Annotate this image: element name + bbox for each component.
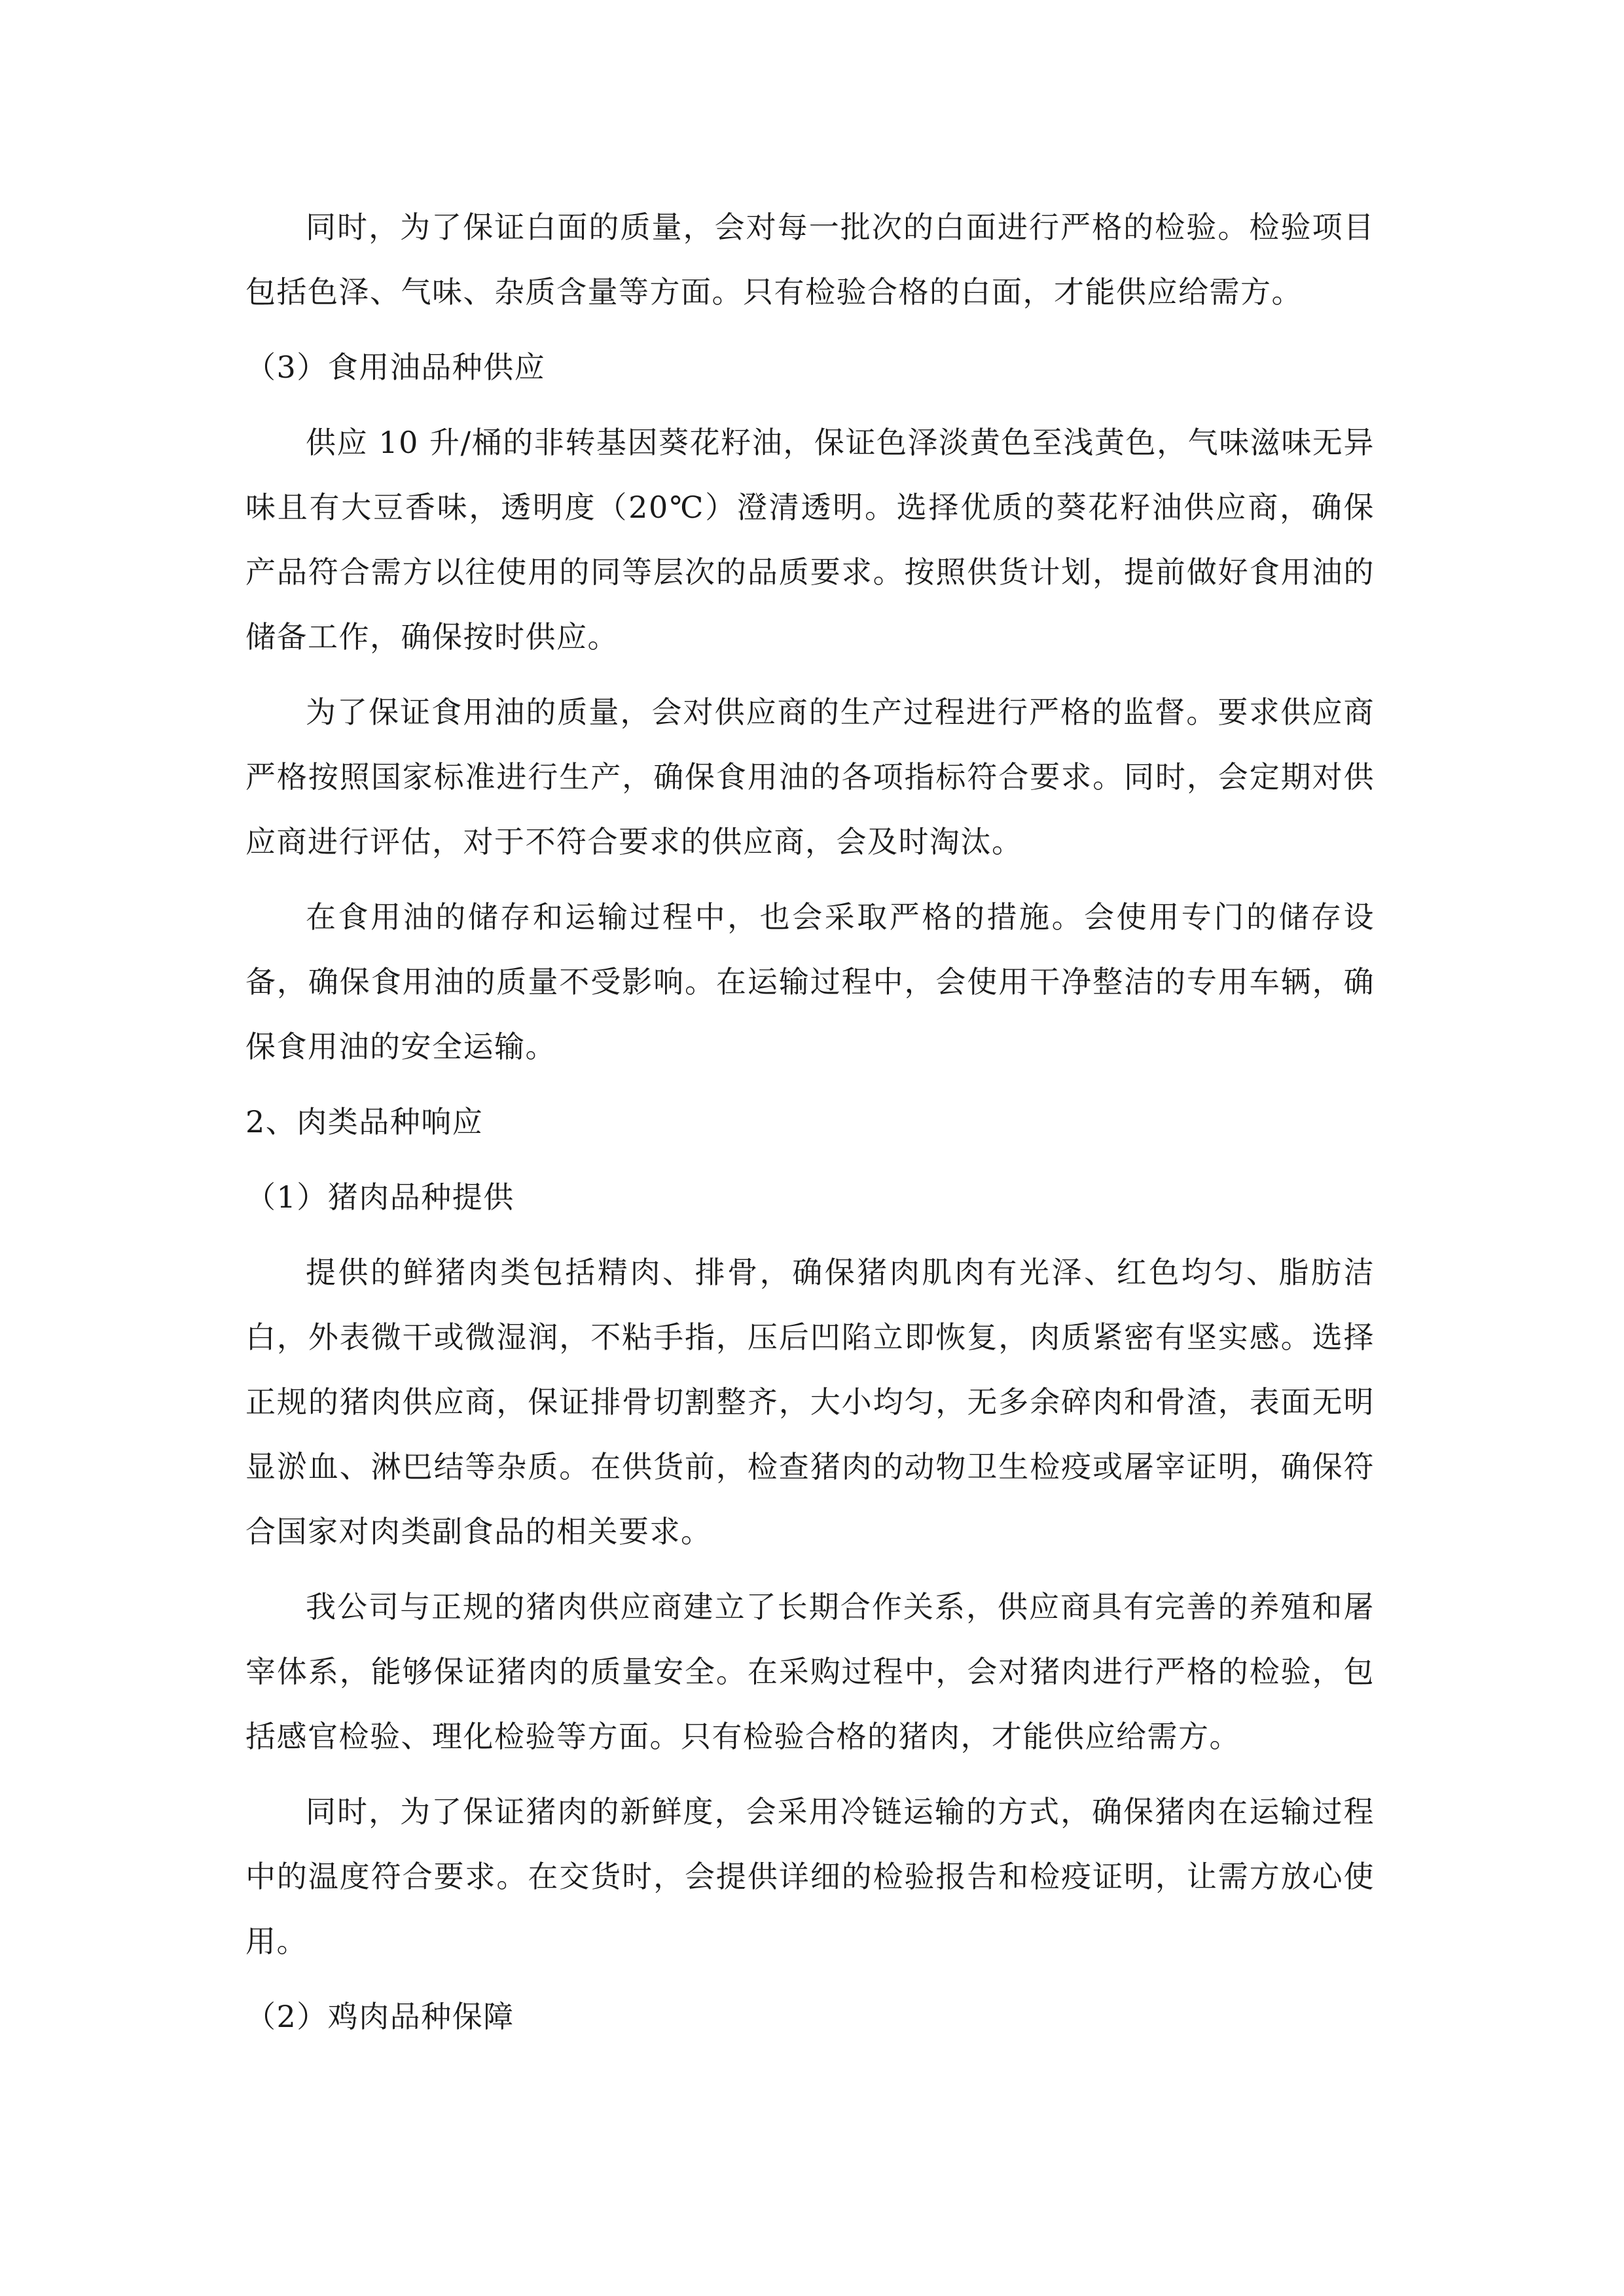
document-body bbox=[245, 195, 1375, 2060]
paragraph-sunflower-oil: 供应 10 升/桶的非转基因葵花籽油，保证色泽淡黄色至浅黄色，气味滋味无异味且有大豆香味，透明度（20℃）澄清透明。选择优质的葵花籽油供应商，确保产品符合需方以往使用的同等层次的品质要求。按照供货计划，提前做好食用油的储备工作，确保按时供应。 bbox=[245, 425, 1375, 655]
heading-meat-response: 2、肉类品种响应 bbox=[245, 1104, 484, 1139]
heading-chicken-supply: （2）鸡肉品种保障 bbox=[245, 1999, 514, 2034]
heading-cooking-oil-supply: （3）食用油品种供应 bbox=[245, 350, 546, 385]
paragraph-pork-supplier: 我公司与正规的猪肉供应商建立了长期合作关系，供应商具有完善的养殖和屠宰体系，能够保证猪肉的质量安全。在采购过程中，会对猪肉进行严格的检验，包括感官检验、理化检验等方面。只有检验合格的猪肉，才能供应给需方。 bbox=[245, 1589, 1375, 1754]
paragraph-pork-quality: 提供的鲜猪肉类包括精肉、排骨，确保猪肉肌肉有光泽、红色均匀、脂肪洁白，外表微干或微湿润，不粘手指，压后凹陷立即恢复，肉质紧密有坚实感。选择正规的猪肉供应商，保证排骨切割整齐，大小均匀，无多余碎肉和骨渣，表面无明显淤血、淋巴结等杂质。在供货前，检查猪肉的动物卫生检疫或屠宰证明，确保符合国家对肉类副食品的相关要求。 bbox=[245, 1255, 1375, 1549]
paragraph-oil-storage-transport: 在食用油的储存和运输过程中，也会采取严格的措施。会使用专门的储存设备，确保食用油的质量不受影响。在运输过程中，会使用干净整洁的专用车辆，确保食用油的安全运输。 bbox=[245, 899, 1375, 1064]
paragraph-oil-supplier-supervision: 为了保证食用油的质量，会对供应商的生产过程进行严格的监督。要求供应商严格按照国家标准进行生产，确保食用油的各项指标符合要求。同时，会定期对供应商进行评估，对于不符合要求的供应商，会及时淘汰。 bbox=[245, 694, 1375, 859]
paragraph-flour-inspection: 同时，为了保证白面的质量，会对每一批次的白面进行严格的检验。检验项目包括色泽、气味、杂质含量等方面。只有检验合格的白面，才能供应给需方。 bbox=[245, 209, 1375, 310]
paragraph-pork-cold-chain: 同时，为了保证猪肉的新鲜度，会采用冷链运输的方式，确保猪肉在运输过程中的温度符合要求。在交货时，会提供详细的检验报告和检疫证明，让需方放心使用。 bbox=[245, 1794, 1375, 1959]
heading-pork-supply: （1）猪肉品种提供 bbox=[245, 1179, 514, 1215]
